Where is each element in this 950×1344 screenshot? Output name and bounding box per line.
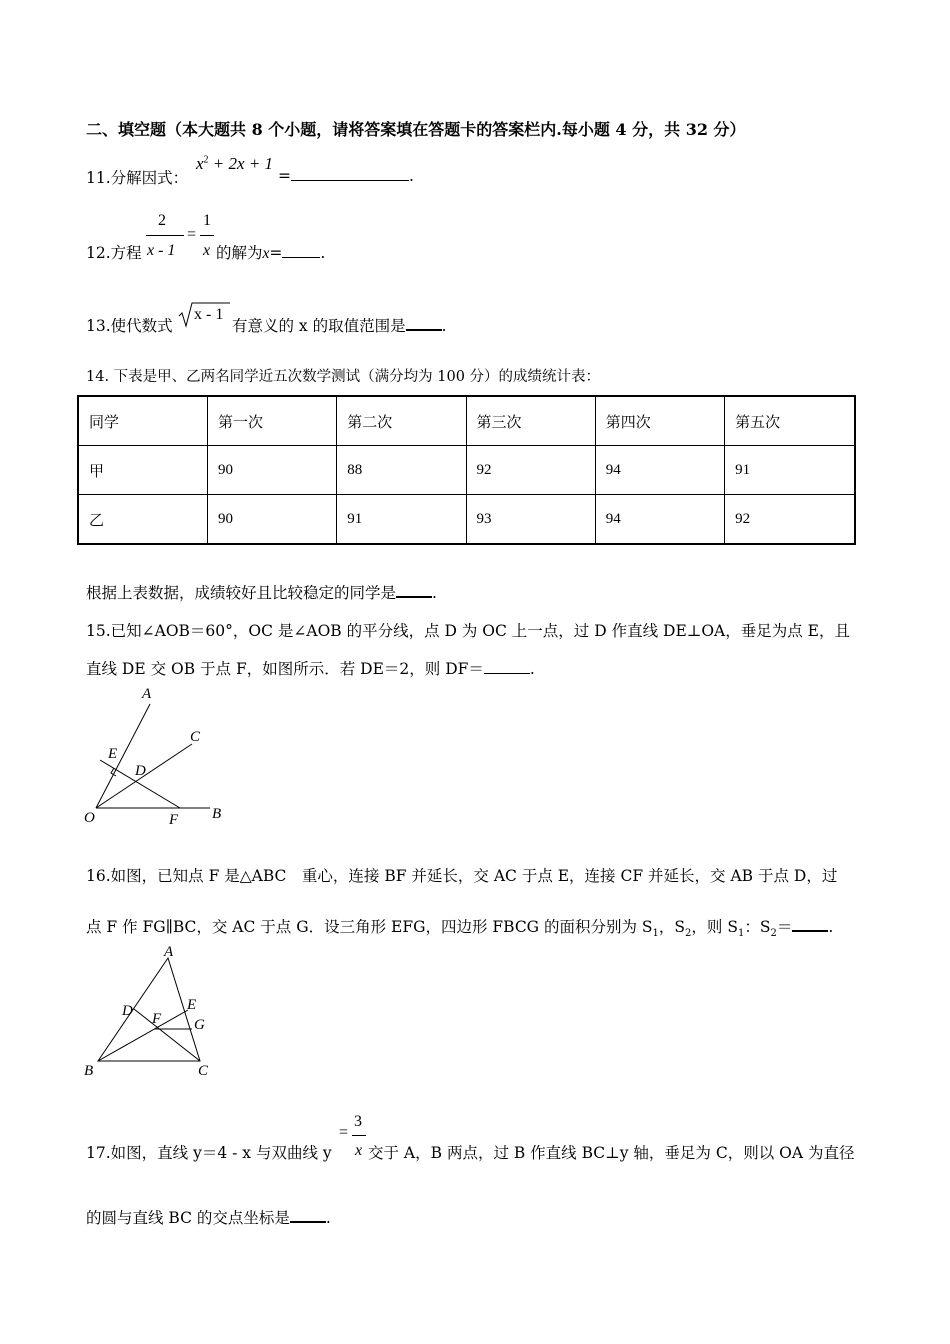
table-header-row (78, 396, 855, 446)
table-cell: 90 (208, 446, 337, 495)
q17-frac-denominator: x (355, 1142, 363, 1159)
q12-rhs-numerator: 1 (203, 212, 211, 229)
q17-line1a: 17.如图，直线 y＝4 - x 与双曲线 y (86, 1144, 332, 1162)
section-title: 二、填空题（本大题共 8 个小题，请将答案填在答题卡的答案栏内.每小题 4 分，共 32 分） (86, 120, 746, 139)
table-cell: 90 (208, 495, 337, 545)
figure-label-D: D (135, 763, 146, 779)
q17-frac-equals: = (339, 1124, 349, 1141)
q17-frac-numerator: 3 (354, 1113, 362, 1130)
figure-label-B: B (212, 806, 222, 822)
q12-suffix: 的解为x= . (216, 244, 326, 262)
figure-label-O: O (84, 810, 95, 826)
figure-label-A: A (164, 944, 174, 960)
q17-line1b: 交于 A，B 两点，过 B 作直线 BC⊥y 轴，垂足为 C，则以 OA 为直径 (368, 1144, 855, 1162)
q12-lhs-fraction-bar (146, 235, 184, 236)
q15-figure (80, 684, 230, 829)
q12-prefix: 12.方程 (86, 244, 142, 262)
table-header-cell: 第四次 (595, 396, 724, 446)
table-header-cell: 第二次 (337, 396, 466, 446)
q13-prefix: 13.使代数式 (86, 317, 173, 335)
q11-expression: $x^2 + 2x + 1$ (196, 154, 274, 173)
q16-line2: 点 F 作 FG∥BC，交 AC 于点 G．设三角形 EFG，四边形 FBCG 的面积分别为 $S_1$，$S_2$，则 $S_1$：$S_2=$ . (86, 918, 834, 940)
figure-label-F: F (169, 812, 179, 828)
table-cell: 92 (725, 495, 855, 545)
q17-fraction-bar (352, 1135, 366, 1136)
figure-label-E: E (187, 997, 197, 1013)
q11-answer-line: = . (278, 167, 414, 185)
figure-label-C: C (198, 1063, 209, 1079)
figure-label-D: D (122, 1003, 133, 1019)
q14-question: 根据上表数据，成绩较好且比较稳定的同学是 . (86, 584, 437, 602)
table-row (78, 446, 855, 495)
q17-line2: 的圆与直线 BC 的交点坐标是 . (86, 1209, 331, 1227)
table-cell: 93 (466, 495, 595, 545)
table-cell: 88 (337, 446, 466, 495)
q14-intro: 14. 下表是甲、乙两名同学近五次数学测试（满分均为 100 分）的成绩统计表： (86, 369, 601, 385)
q12-rhs-denominator: x (203, 242, 211, 259)
table-header-cell: 第三次 (466, 396, 595, 446)
figure-label-B: B (84, 1063, 94, 1079)
table-header-cell: 第五次 (725, 396, 855, 446)
q15-line2: 直线 DE 交 OB 于点 F，如图所示．若 DE＝2，则 DF＝ . (86, 660, 535, 678)
q12-rhs-fraction-bar (200, 235, 214, 236)
table-header-cell: 第一次 (208, 396, 337, 446)
q12-lhs-denominator: x - 1 (147, 242, 176, 259)
table-cell: 91 (337, 495, 466, 545)
figure-label-A: A (142, 686, 152, 702)
q11-prefix: 11.分解因式： (86, 169, 189, 187)
q12-equals: = (187, 226, 197, 243)
figure-label-F: F (152, 1011, 162, 1027)
table-cell: 94 (595, 446, 724, 495)
q16-figure (80, 943, 220, 1083)
table-cell: 91 (725, 446, 855, 495)
table-cell: 甲 (78, 446, 208, 495)
q15-line1: 15.已知∠AOB＝60°，OC 是∠AOB 的平分线，点 D 为 OC 上一点，过 D 作直线 DE⊥OA，垂足为点 E，且 (86, 622, 850, 640)
score-table (77, 395, 856, 545)
q13-suffix: 有意义的 x 的取值范围是 . (232, 317, 447, 335)
table-cell: 92 (466, 446, 595, 495)
figure-label-E: E (108, 746, 118, 762)
table-row (78, 495, 855, 545)
figure-label-G: G (194, 1017, 205, 1033)
table-cell: 乙 (78, 495, 208, 545)
q13-radicand: x - 1 (194, 306, 224, 323)
q16-line1: 16.如图，已知点 F 是△ABC 重心，连接 BF 并延长，交 AC 于点 E，连接 CF 并延长，交 AB 于点 D，过 (86, 867, 838, 885)
figure-label-C: C (190, 729, 201, 745)
q12-lhs-numerator: 2 (158, 212, 166, 229)
table-cell: 94 (595, 495, 724, 545)
table-header-cell: 同学 (78, 396, 208, 446)
